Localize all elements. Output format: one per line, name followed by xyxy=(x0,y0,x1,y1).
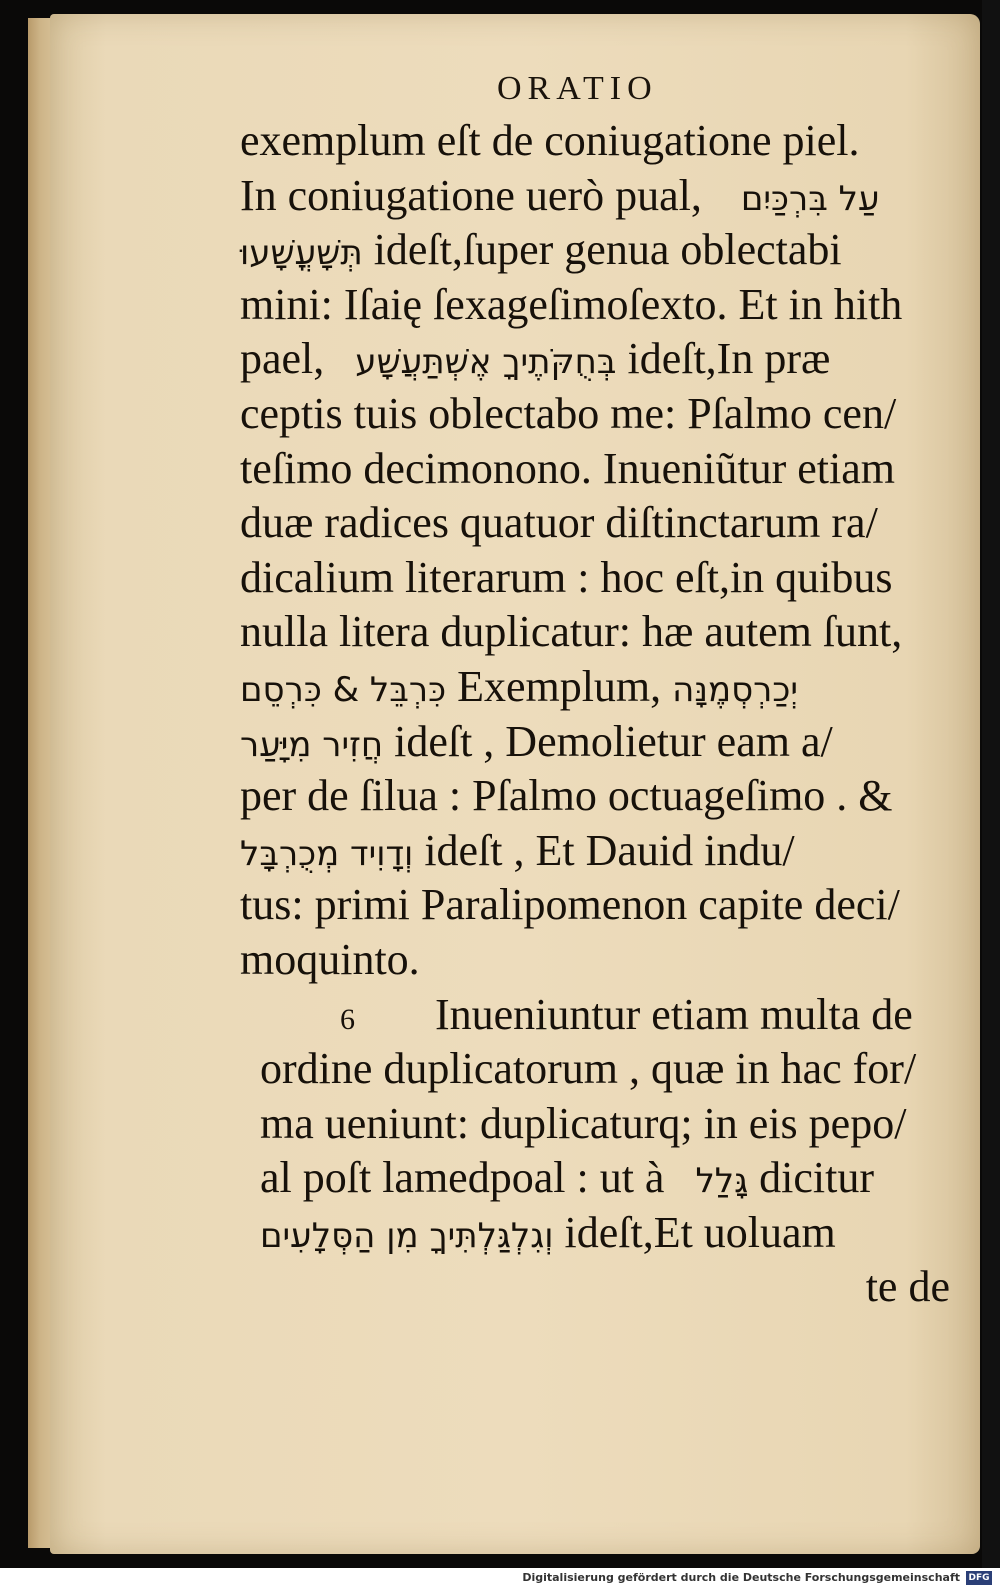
hebrew-text: תְּשָׁעֳשָׁעוּ xyxy=(240,233,363,274)
latin-text: exemplum eſt de coniugatione piel. xyxy=(240,116,860,165)
text-line xyxy=(240,169,950,224)
latin-text: moquinto. xyxy=(240,934,420,984)
footer-bar xyxy=(0,1568,1000,1591)
text-line xyxy=(240,605,950,660)
latin-text: mini: Iſaię ſexageſimoſexto. Et in hith xyxy=(240,279,903,329)
running-head: ORATIO xyxy=(497,70,658,107)
latin-text: duæ radices quatuor diſtinctarum ra/ xyxy=(240,498,878,548)
latin-text: teſimo decimonono. Inueniũtur etiam xyxy=(240,443,895,493)
latin-text: tus: primi Paralipomenon capite deci/ xyxy=(240,880,900,930)
text-line xyxy=(240,1151,950,1206)
hebrew-text: בְּחֻקֹּתֶיךָ אֶשְׁתַּעֲשָׁע xyxy=(355,342,617,383)
text-line xyxy=(240,114,950,169)
latin-text: Exemplum, xyxy=(446,661,662,711)
dfg-logo: DFG xyxy=(966,1571,992,1585)
hebrew-text: חֲזִיר מִיָּעַר xyxy=(240,724,384,765)
hebrew-text: כִּרְבֵּל & כִּרְסֵם xyxy=(240,669,447,710)
latin-text: Inueniuntur etiam multa de xyxy=(435,989,913,1039)
text-line xyxy=(240,332,950,387)
latin-text: ideſt , Demolietur eam a/ xyxy=(383,716,833,766)
latin-text: dicitur xyxy=(748,1153,874,1203)
text-line xyxy=(240,769,950,824)
latin-text: ceptis tuis oblectabo me: Pſalmo cen/ xyxy=(240,388,897,438)
latin-text: ordine duplicatorum , quæ in hac for/ xyxy=(260,1044,917,1094)
digitization-credit: Digitalisierung gefördert durch die Deutsche Forschungsgemeinschaft xyxy=(522,1571,960,1584)
text-line xyxy=(240,1260,950,1315)
latin-text: ideſt,Et uoluam xyxy=(553,1207,836,1257)
catchword: te de xyxy=(865,1262,950,1312)
text-line xyxy=(240,442,950,497)
text-line xyxy=(240,660,950,715)
text-line xyxy=(240,278,950,333)
text-line xyxy=(240,933,950,988)
latin-text: ideſt,In præ xyxy=(616,334,831,384)
hebrew-text: גָּלַל xyxy=(695,1161,749,1202)
text-line xyxy=(240,988,950,1043)
latin-text: ma ueniunt: duplicaturq; in eis pepo/ xyxy=(260,1098,907,1148)
latin-text: per de ſilua : Pſalmo octuageſimo . & xyxy=(240,771,893,821)
text-line xyxy=(240,824,950,879)
scan-border-right xyxy=(982,0,1000,1568)
latin-text: nulla litera duplicatur: hæ autem ſunt, xyxy=(240,607,903,657)
text-line xyxy=(240,223,950,278)
paragraph-number: 6 xyxy=(340,1002,355,1036)
latin-text: dicalium literarum : hoc eſt,in quibus xyxy=(240,552,893,602)
latin-text: In coniugatione uerò pual, xyxy=(240,170,702,220)
hebrew-text: יְכַרְסְמֶנָּה xyxy=(672,669,798,710)
latin-text: ideſt,ſuper genua oblectabi xyxy=(362,225,842,275)
text-line xyxy=(240,496,950,551)
text-line xyxy=(240,551,950,606)
text-line xyxy=(240,1097,950,1152)
text-line xyxy=(240,715,950,770)
latin-text: al poſt lamedpoal : ut à xyxy=(260,1153,665,1203)
text-line xyxy=(240,878,950,933)
hebrew-text: וְדָוִיד מְכֻרְבָּל xyxy=(240,833,414,874)
hebrew-text: עַל בִּרְכַּיִם xyxy=(740,178,880,219)
hebrew-text: וְגִלְגַּלְתִּיךָ מִן הַסְּלָעִים xyxy=(260,1215,554,1256)
latin-text: pael, xyxy=(240,334,325,384)
text-line xyxy=(240,1042,950,1097)
text-line xyxy=(240,387,950,442)
text-line xyxy=(240,1206,950,1261)
body-text xyxy=(240,114,950,1315)
latin-text: ideſt , Et Dauid indu/ xyxy=(413,825,795,875)
